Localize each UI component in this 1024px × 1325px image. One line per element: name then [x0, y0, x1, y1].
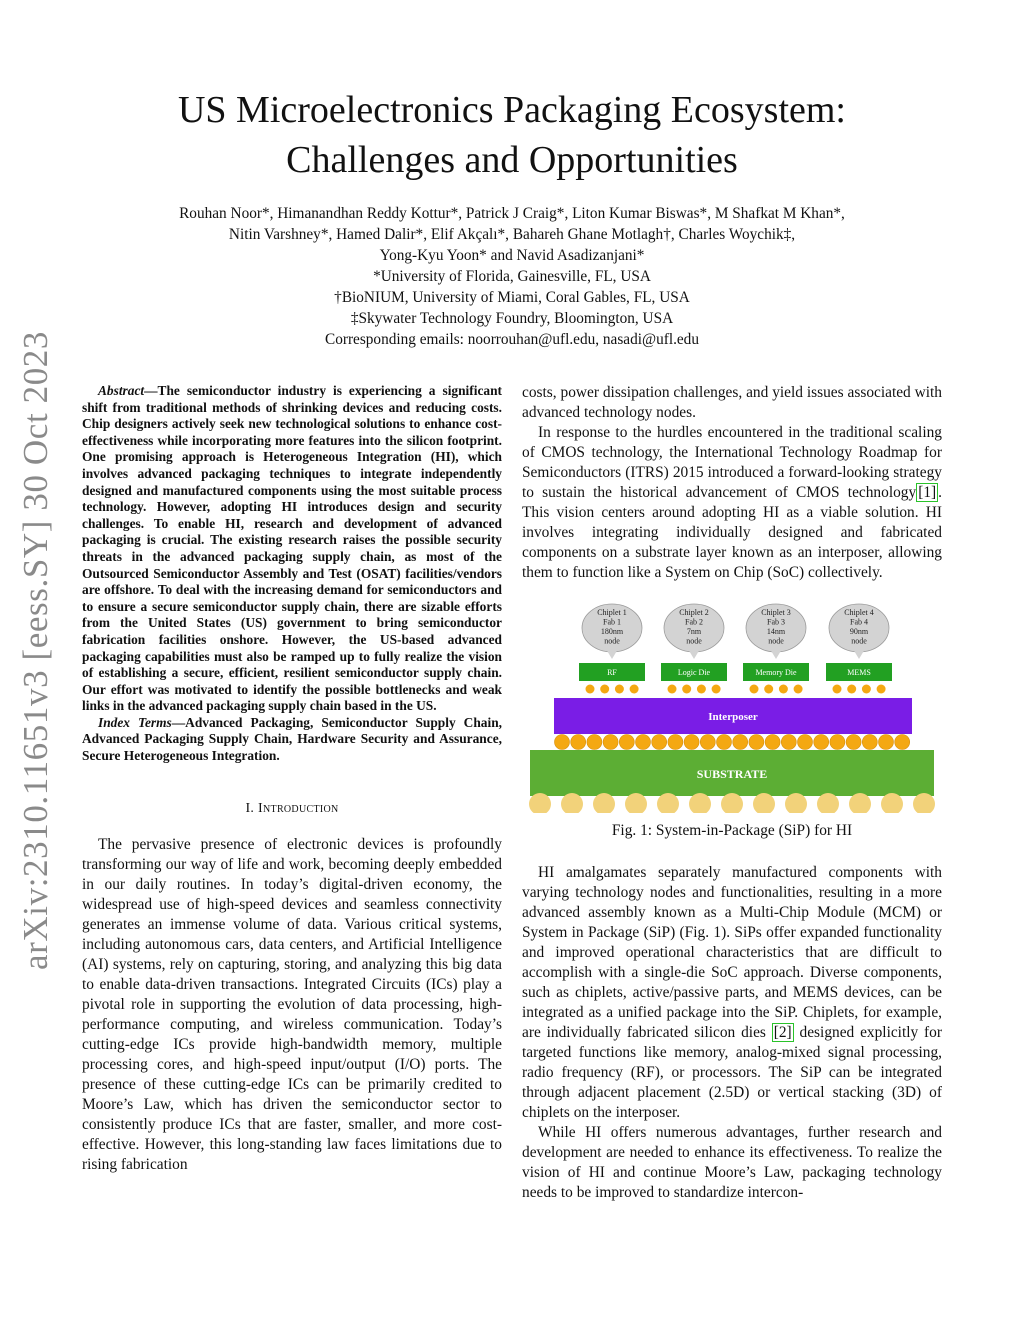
interposer-label: Interposer [708, 711, 758, 723]
microbump [798, 735, 813, 750]
die-bump [764, 685, 773, 694]
chiplet-label: node [686, 636, 702, 646]
die-bump [615, 685, 624, 694]
die-bump [697, 685, 706, 694]
die-bump [750, 685, 759, 694]
microbump [733, 735, 748, 750]
microbump [781, 735, 796, 750]
sip-diagram-svg [522, 603, 942, 813]
chiplet-die [743, 663, 809, 694]
chiplet-die [661, 663, 727, 694]
intro-paragraph-1: The pervasive presence of electronic devices is profoundly transforming our way of life and work, becoming deeply embedded in our daily routines. In today’s digital-driven economy, the widespread use of high-speed devices and seamless connectivity generates an immense volume of data. Various critical systems, including autonomous cars, data centers, and Artificial Intelligence (AI) systems, rely on capturing, storing, and analyzing this big data to enable data-driven transactions. Integrated Circuits (ICs) play a pivotal role in supporting the evolution of data processing, high-performance computing, and wireless communication. Today’s cutting-edge ICs provide high-bandwidth memory, multiple processing cores, and high-speed input/output (I/O) ports. The presence of these cutting-edge ICs can be primarily credited to Moore’s Law, which has driven the semiconductor sector to consistently produce ICs that are faster, smaller, and more cost-effective. However, this long-standing law faces limitations due to rising fabrication [82, 835, 502, 1173]
section-title: Introduction [258, 800, 339, 816]
right-paragraph-0: costs, power dissipation challenges, and yield issues associated with advanced technology nodes. [522, 384, 942, 421]
microbump [749, 735, 764, 750]
chiplet-label: Chiplet 4 [844, 608, 874, 617]
chiplet-label: 90nm [849, 627, 869, 636]
chiplet-label: Chiplet 1 [597, 608, 627, 617]
abstract [82, 383, 502, 715]
chiplet-bubble [664, 604, 724, 659]
authors-line-1: Rouhan Noor*, Himanandhan Reddy Kottur*, Patrick J Craig*, Liton Kumar Biswas*, M Shafkat M Khan*, [179, 205, 845, 222]
chiplet-label: Chiplet 2 [679, 608, 709, 617]
chiplet-bubble [582, 604, 642, 659]
chiplet-die [826, 663, 892, 694]
microbump [846, 735, 861, 750]
title-line-2: Challenges and Opportunities [286, 139, 738, 181]
die-bump [600, 685, 609, 694]
die-bump [586, 685, 595, 694]
microbump [587, 735, 602, 750]
chiplet-label: Fab 2 [685, 617, 703, 627]
right-paragraph-3: While HI offers numerous advantages, further research and development are needed to enhance its effectiveness. To realize the vision of HI and continue Moore’s Law, packaging technology needs to be improved to standardize intercon- [522, 1124, 942, 1201]
microbump [700, 735, 715, 750]
substrate-label: SUBSTRATE [696, 767, 768, 781]
affiliation-1: *University of Florida, Gainesville, FL, USA [373, 268, 651, 285]
microbump [765, 735, 780, 750]
abstract-label: Abstract [98, 383, 145, 398]
die-bump [712, 685, 721, 694]
die-label: Memory Die [755, 668, 797, 677]
microbump [571, 735, 586, 750]
chiplet-bubble [829, 604, 889, 659]
citation-link-1[interactable]: [1] [918, 484, 937, 501]
authors-line-2: Nitin Varshney*, Hamed Dalir*, Elif Akçalı*, Bahareh Ghane Motlagh†, Charles Woychik‡, [228, 226, 796, 243]
die-bump [668, 685, 677, 694]
figure-sip-diagram [522, 603, 942, 813]
die-bump [630, 685, 639, 694]
arxiv-identifier: arXiv:2310.11651v3 [eess.SY] 30 Oct 2023 [16, 330, 55, 970]
chiplet-bubble [746, 604, 806, 659]
microbump [814, 735, 829, 750]
paper-title [0, 85, 1024, 185]
microbump [652, 735, 667, 750]
right-paragraph-2: HI amalgamates separately manufactured components with varying technology nodes and functionalities, resulting in a more advanced assembly known as a Multi-Chip Module (MCM) or System in Package (SiP) (Fig. 1). SiPs offer expanded functionality and improved operational characteristics that are difficult to accomplish with a single-die SoC approach. Diverse components, such as chiplets, active/passive parts, and MEMS devices, can be integrated as a unified package into the SiP. Chiplets, for example, are individually fabricated silicon dies [2] designed explicitly for targeted functions like memory, analog-mixed signal processing, radio frequency (RF), or processors. The SiP can be integrated through adjacent placement (2.5D) or vertical stacking (3D) of chiplets on the interposer. [522, 864, 942, 1121]
die-bump [877, 685, 886, 694]
figure-caption: Fig. 1: System-in-Package (SiP) for HI [611, 822, 853, 839]
die-label: Logic Die [677, 668, 711, 677]
chiplet-label: node [604, 636, 620, 646]
microbump [555, 735, 570, 750]
microbump [879, 735, 894, 750]
microbump [668, 735, 683, 750]
authors-line-3: Yong-Kyu Yoon* and Navid Asadizanjani* [379, 247, 645, 264]
chiplet-label: 14nm [766, 627, 786, 636]
microbump [684, 735, 699, 750]
microbump [862, 735, 877, 750]
microbump [717, 735, 732, 750]
index-terms-text: —Advanced Packaging, Semiconductor Supply Chain, Advanced Packaging Supply Chain, Hardware Security and Assurance, Secure Heterogeneous Integration. [82, 714, 503, 764]
chiplet-label: node [851, 636, 867, 646]
affiliation-2: †BioNIUM, University of Miami, Coral Gables, FL, USA [334, 289, 690, 306]
section-number: I. [245, 800, 255, 816]
chiplet-label: Fab 1 [603, 617, 621, 627]
die-bump [779, 685, 788, 694]
index-terms-label: Index Terms [98, 714, 172, 730]
affiliation-3: ‡Skywater Technology Foundry, Bloomington, USA [350, 310, 674, 327]
corresponding-emails: Corresponding emails: noorrouhan@ufl.edu, nasadi@ufl.edu [325, 331, 699, 348]
author-block [60, 203, 964, 350]
die-bump [847, 685, 856, 694]
die-label: MEMS [847, 668, 871, 677]
chiplet-label: 7nm [686, 627, 702, 636]
chiplet-label: Fab 4 [850, 617, 868, 627]
microbump [895, 735, 910, 750]
section-heading [82, 801, 502, 817]
chiplet-label: Fab 3 [767, 617, 785, 627]
die-label: RF [607, 668, 617, 677]
microbump [830, 735, 845, 750]
right-paragraph-1: In response to the hurdles encountered in the traditional scaling of CMOS technology, the International Technology Roadmap for Semiconductors (ITRS) 2015 introduced a forward-looking strategy to sustain the historical advancement of CMOS technology [1] . This vision centers around adopting HI as a viable solution. HI involves integrating individually designed and fabricated components on a substrate layer known as an interposer, allowing them to function like a System on Chip (SoC) collectively. [522, 424, 942, 581]
chiplet-label: node [768, 636, 784, 646]
chiplet-label: 180nm [600, 627, 624, 636]
die-bump [833, 685, 842, 694]
index-terms [82, 715, 502, 765]
chiplet-label: Chiplet 3 [761, 608, 791, 617]
die-bump [794, 685, 803, 694]
left-column [82, 383, 502, 1175]
chiplet-die [579, 663, 645, 694]
die-bump [682, 685, 691, 694]
microbump [603, 735, 618, 750]
right-column [522, 383, 942, 1203]
abstract-text: —The semiconductor industry is experiencing a significant shift from traditional methods of shrinking devices and reducing costs. Chip designers actively seek new technological solutions to enhance cost-effectiveness while incorporating more features into the silicon footprint. One promising approach is Heterogeneous Integration (HI), which involves advanced packaging techniques to integrate independently designed and manufactured components using the most suitable process technology. However, adopting HI introduces design and security challenges. To enable HI, research and development of advanced packaging is crucial. The existing research raises the possible security threats in the advanced packaging supply chain, as most of the Outsourced Semiconductor Assembly and Test (OSAT) facilities/vendors are offshore. To deal with the increasing demand for semiconductors and to ensure a secure semiconductor supply chain, there are sizable efforts from the United States (US) government to bring semiconductor fabrication facilities onshore. However, the US-based advanced packaging capabilities must also be ramped up to fully realize the vision of establishing a secure, efficient, resilient semiconductor supply chain. Our effort was motivated to identify the possible bottlenecks and weak links in the advanced packaging supply chain based in the US. [82, 383, 502, 714]
die-bump [862, 685, 871, 694]
microbump [619, 735, 634, 750]
title-line-1: US Microelectronics Packaging Ecosystem: [177, 89, 846, 131]
microbump [636, 735, 651, 750]
citation-link-2[interactable]: [2] [773, 1024, 792, 1041]
